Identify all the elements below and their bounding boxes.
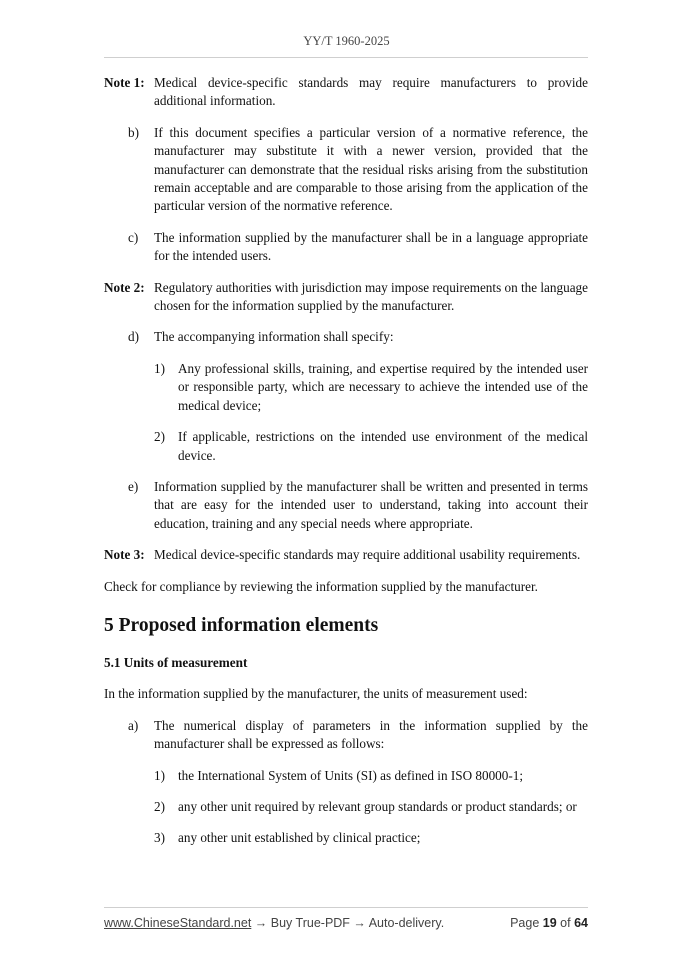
note-text: Regulatory authorities with jurisdiction may impose requirements on the language chosen for the information supplied by the manufacturer. [154, 279, 588, 314]
promo-text: → Buy True-PDF → Auto-delivery. [251, 916, 445, 930]
document-body [104, 74, 588, 861]
site-link[interactable]: www.ChineseStandard.net [104, 916, 252, 930]
list-marker: 3) [154, 830, 165, 846]
list-marker: d) [128, 329, 139, 345]
list-item-text: any other unit required by relevant group standards or product standards; or [178, 798, 577, 814]
sub-item-d2 [154, 428, 588, 465]
note-text: Medical device-specific standards may require manufacturers to provide additional information. [154, 75, 588, 109]
sub-item-a1 [154, 767, 588, 785]
current-page: 19 [542, 916, 557, 930]
list-item-text: any other unit established by clinical practice; [178, 830, 421, 846]
note-1 [104, 74, 588, 111]
page-header: YY/T 1960-2025 [303, 34, 390, 48]
list-item-d [104, 328, 588, 346]
sub-item-a3 [154, 829, 588, 847]
sub-item-a2 [154, 798, 588, 816]
note-label: Note 2: [104, 279, 145, 295]
section-heading: 5 Proposed information elements [104, 614, 379, 636]
list-item-text: The accompanying information shall specify: [154, 329, 394, 345]
total-pages: 64 [574, 916, 588, 930]
list-item-text: If applicable, restrictions on the intended use environment of the medical device. [178, 429, 588, 463]
of-word: of [560, 916, 571, 930]
page-number [510, 916, 588, 930]
list-item-b [104, 124, 588, 216]
list-marker: 1) [154, 767, 165, 783]
list-item-text: Any professional skills, training, and expertise required by the intended user or responsible party, which are necessary to achieve the intended use of the medical device; [178, 360, 588, 413]
intro-paragraph: In the information supplied by the manufacturer, the units of measurement used: [104, 686, 528, 702]
list-item-e [104, 478, 588, 533]
list-marker: 2) [154, 429, 165, 445]
note-label: Note 3: [104, 547, 145, 563]
compliance-paragraph: Check for compliance by reviewing the information supplied by the manufacturer. [104, 578, 538, 594]
list-item-c [104, 229, 588, 266]
note-3 [104, 546, 588, 564]
list-marker: b) [128, 124, 139, 140]
note-label: Note 1: [104, 75, 145, 90]
list-marker: 1) [154, 360, 165, 376]
sub-item-d1 [154, 360, 588, 415]
header-divider [104, 57, 588, 58]
page-word: Page [510, 916, 540, 930]
list-marker: a) [128, 717, 139, 733]
list-item-text: If this document specifies a particular version of a normative reference, the manufacturer may substitute it with a newer version, provided that the manufacturer can demonstrate that the residual risks arising from the substitution remain acceptable and are comparable to those arising from the application of the particular version of the normative reference. [154, 124, 588, 214]
list-item-text: The information supplied by the manufacturer shall be in a language appropriate for the intended users. [154, 229, 588, 264]
list-marker: c) [128, 229, 139, 245]
list-item-text: the International System of Units (SI) as defined in ISO 80000-1; [178, 767, 524, 783]
list-item-text: Information supplied by the manufacturer shall be written and presented in terms that are easy for the intended user to understand, taking into account their education, training and any special needs where appropriate. [154, 478, 588, 531]
list-item-a [104, 717, 588, 754]
list-item-text: The numerical display of parameters in the information supplied by the manufacturer shall be expressed as follows: [154, 717, 588, 752]
subsection-heading: 5.1 Units of measurement [104, 654, 248, 670]
note-text: Medical device-specific standards may require additional usability requirements. [154, 547, 581, 563]
footer-divider [104, 907, 588, 908]
note-2 [104, 279, 588, 316]
list-marker: 2) [154, 798, 165, 814]
list-marker: e) [128, 478, 139, 494]
